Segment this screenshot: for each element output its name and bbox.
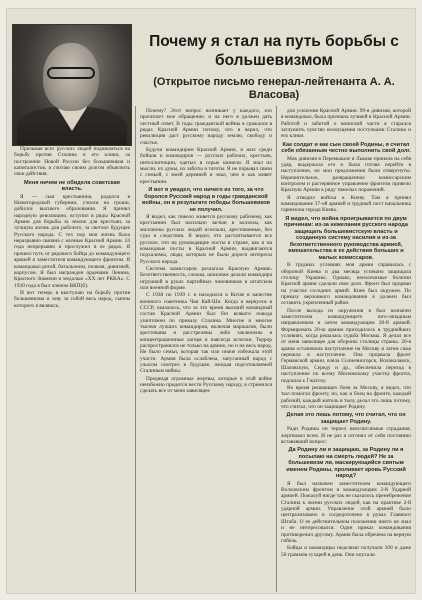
- paragraph: И вот теперь я выступаю на борьбу против большевизма и зову за собой весь народ, сыном которого я являюсь.: [14, 289, 130, 309]
- article-headline: Почему я стал на путь борьбы с большевизмом: [149, 33, 399, 69]
- article-column-2: [281, 108, 411, 592]
- paragraph: Почему? Этот вопрос возникает у каждого, кто прочитает мое обращение, и на него я должен дать честный ответ. В годы гражданской войны я сражался в рядах Красной Армии потому, что я верил, что революция даст русскому народу землю, свободу и счастье.: [140, 108, 272, 146]
- paragraph: Бойцы и командиры неделями получали 100 и даже 50 граммов сухарей в день. Они опухали: [281, 545, 411, 558]
- paragraph: В трудных условиях моя армия справилась с обороной Киева и два месяца успешно защищала столицу Украины. Однако, неизлечимые болезни Красной армии сделали свое дело. Фронт был прорван на участке соседних армий. Киев был окружен. По приказу верховного командования я должен был оставить укрепленный район.: [281, 262, 411, 307]
- bold-subheading: Да Родину ли я защищаю, за Родину ли я посылаю на смерть людей? Не за большевизм ли, маскирующийся святым именем Родины, проливает кровь Русский народ?: [286, 447, 406, 480]
- newspaper-page: [6, 8, 416, 594]
- bold-subheading: Меня ничем не обидела советская власть.: [24, 179, 120, 193]
- paragraph: Ради Родины он терпел неисчислимые страдания, жертвовал всем. И не раз я отгонял от себя постоянно встававший вопрос:: [281, 426, 411, 445]
- column-divider: [276, 106, 277, 592]
- paragraph: Будучи командиром Красной Армии, я жил среди бойцов и командиров — русских рабочих, крестьян, интеллигенции, одетых в серые шинели. Я знал их мысли, их думы, их заботы и тяготы. Я не порывал связи с семьей, с моей деревней и знал, чем и как живет крестьянин.: [140, 147, 272, 185]
- paragraph: Я был назначен заместителем командующего Волховским фронтом и командующим 2-й Ударной армией. Пожалуй нигде так не сказалось пренебрежение Сталина к жизни русских людей, как на практике 2-й ударной армии. Управление этой армией было централизовано и сосредоточено в руках Главного Штаба. О ее действительном положении никто не знал и не интересовался. Один приказ командования противоречил другому. Армия была обречена на верную гибель.: [281, 480, 411, 544]
- paragraph: Система комиссаров разлагала Красную Армию. Безответственность, слежка, шпионаж делали командира игрушкой в руках партийных чиновников в штатском или военной форме.: [140, 265, 272, 291]
- paragraph: После выхода из окружения я был назначен заместителем командующего юго-западным направлением и затем командующим 20-й армией. Формировать 20-ю армию приходилось в труднейших условиях, когда решалась судьба Москвы. Я делал все от меня зависящее для обороны столицы страны. 20-я армия остановила наступление на Москву и затем сама перешла в наступление. Она прорвала фронт Германской армии, взяла Солнечногорск, Волоколамск, Шаховскую, Середу и др., обеспечила переход в наступление по всему Московскому участку фронта, подошла к Гжатску.: [281, 307, 411, 384]
- bold-subheading: Я видел, что война проигрывается по двум причинам: из-за нежелания русского народа защищать большевистскую власть и созданную систему насилия и из-за безответственного руководства армией, вмешательства в ее действия больших и малых комиссаров.: [284, 215, 408, 261]
- paragraph: Я видел, как тяжело живется русскому рабочему, как крестьянин был насильно загнан в колхозы, как миллионы русских людей исчезали, арестованные, без суда и следствия. Я видел, что растаптывается все русское, что на руководящие посты в стране, как и на командные посты в Красной Армии, выдвигаются подхалимы, люди, которым не были дороги интересы Русского народа.: [140, 214, 272, 265]
- portrait-photo: [12, 24, 132, 146]
- paragraph: Я — сын крестьянина, родился в Нижегородской губернии, учился на гроши, добился высшего образования. Я принял народную революцию, вступил в ряды Красной Армии для борьбы за землю для крестьян, за лучшую жизнь для рабочего, за светлое будущее Русского народа. С тех пор моя жизнь была неразрывно связана с жизнью Красной Армии. 24 года непрерывно я прослужил в ее рядах. Я прошел путь от рядового бойца до командующего армией и заместителя командующего фронтом. Я командовал ротой, батальоном, полком, дивизией, корпусом. Я был награжден орденами Ленина, Красного Знамени и медалью «XX лет РККА». С 1930 года я был членом ВКП(б).: [14, 193, 130, 289]
- article-column-1-continued: [140, 108, 272, 592]
- paragraph: Во время решающих боев за Москву, я видел, что тыл помогал фронту, но, как и боец на фронте, каждый рабочий, каждый житель в тылу делал это лишь потому, что считал, что он защищает Родину.: [281, 384, 411, 410]
- bold-subheading: Как солдат и как сын своей Родины, я считал себя обязанным честно выполнить свой долг.: [281, 141, 411, 155]
- paragraph: С 1938 по 1939 г. я находился в Китае в качестве военного советника Чан Кай-Ши. Когда я вернулся в СССР, оказалось, что за это время высший командный состав Красной Армии был без всякого повода уничтожен по приказу Сталина. Многие и многие тысячи лучших командиров, включая маршалов, были арестованы и расстреляны либо заключены в концентрационные лагеря и навсегда исчезли. Террор распространялся не только на армию, но и на весь народ. Не было семьи, которая так или иначе избежала этой участи. Армия была ослаблена, запуганный народ с ужасом смотрел в будущее, ожидая подготовляемой Сталиным войны.: [140, 292, 272, 375]
- bold-subheading: Делая это лишь потому, что считал, что он защищает Родину.: [286, 412, 406, 425]
- portrait-glasses: [47, 67, 95, 79]
- paragraph: Я отводил войска к Киеву. Там я принял командование 37-ой армией и трудный пост начальника гарнизона города Киева.: [281, 194, 411, 214]
- paragraph: Предвидя огромные жертвы, которые в этой войне неизбежно придется нести Русскому народу, я стремился сделать все от меня зависящее: [140, 375, 272, 395]
- bold-subheading: И вот я увидел, что ничего из того, за что боролся Русский народ в годы гражданской войны, он в результате победы большевиков не получил.: [142, 187, 270, 213]
- article-column-1: [14, 146, 130, 594]
- paragraph: для усиления Красной Армии. 99-я дивизия, которой я командовал, была признана лучшей в Красной Армии. Работой и заботой о воинской части я старался заглушить чувство возмущения поступками Сталина и его клики.: [281, 108, 411, 140]
- paragraph: Призывая всех русских людей подниматься на борьбу против Сталина и его клики, за построение Новой России без большевиков и капиталистов, я считаю своим долгом объяснить свои действия.: [14, 146, 130, 178]
- paragraph: Моя дивизия в Перемышле и Львове приняла на себя удар, выдержала его и была готова перейти в наступление, но мои предложения были отвергнуты. Нерешительное, развращенное комиссарским контролем и растерянное управление фронтом привело Красную Армию к ряду тяжелых поражений.: [281, 155, 411, 194]
- article-header: [134, 32, 414, 102]
- article-subhead: (Открытое письмо генерал-лейтенанта А. А. Власова): [153, 76, 395, 101]
- column-divider: [135, 106, 136, 592]
